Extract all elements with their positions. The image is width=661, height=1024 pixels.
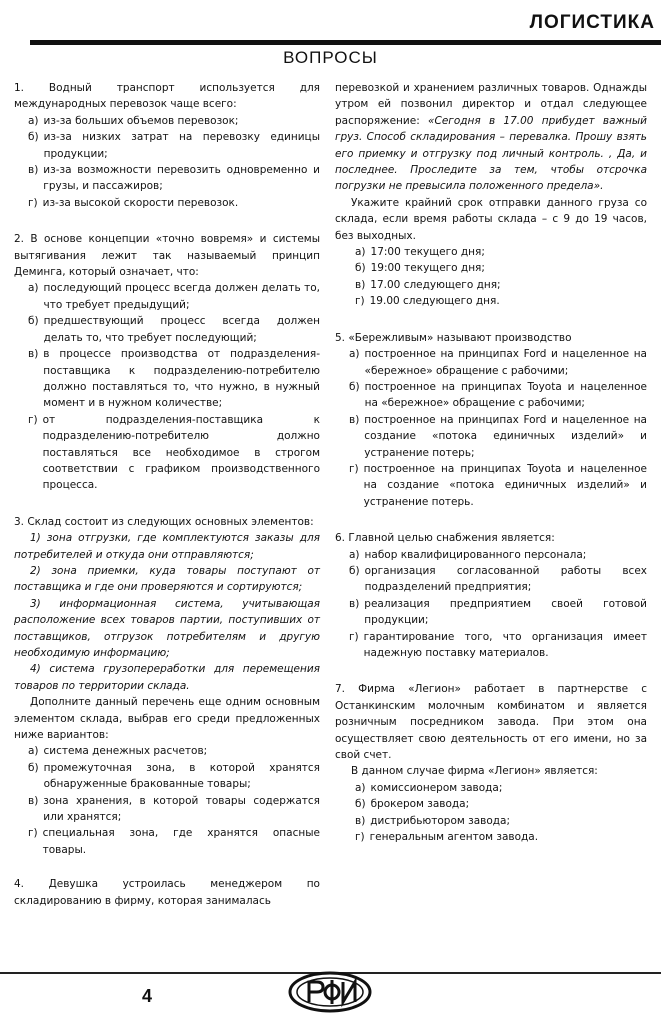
- left-column: [14, 80, 320, 909]
- question-1: [14, 80, 320, 211]
- question-text: 4. Девушка устроилась менеджером по складированию в фирму, которая занималась: [14, 878, 320, 907]
- answer-option: г) от подразделения-поставщика к подразделению-потребителю должно поставляться все необходимое в строгом соответствии с графиком производственного процесса.: [28, 413, 320, 492]
- question-text: 3. Склад состоит из следующих основных элементов:: [14, 515, 314, 528]
- question-3: [14, 514, 320, 859]
- answer-option: в) 17.00 следующего дня;: [355, 278, 501, 291]
- question-text: 1. Водный транспорт используется для международных перевозок чаще всего:: [14, 82, 320, 111]
- question-prompt: Дополните данный перечень еще одним основным элементом склада, выбрав его среди предложенных ниже вариантов:: [14, 696, 320, 742]
- answer-option: а) построенное на принципах Ford и нацеленное на «бережное» обращение с рабочими;: [349, 348, 647, 377]
- answer-option: а) комиссионером завода;: [355, 781, 503, 794]
- answer-option: а) система денежных расчетов;: [28, 745, 208, 758]
- answer-option: б) 19:00 текущего дня;: [355, 262, 485, 275]
- question-text: 6. Главной целью снабжения является:: [335, 532, 555, 545]
- answer-option: б) организация согласованной работы всех подразделений предприятия;: [349, 564, 647, 594]
- answer-option: г) из-за высокой скорости перевозок.: [28, 196, 239, 209]
- answer-option: г) генеральным агентом завода.: [355, 831, 539, 844]
- publisher-logo-icon: [287, 970, 373, 1014]
- question-text: 7. Фирма «Легион» работает в партнерстве с Останкинским молочным комбинатом и является розничным посредником завода. При этом она осуществляет свою деятельность от его имени, но за свой счет.: [335, 683, 647, 762]
- right-column: [335, 80, 647, 845]
- answer-option: а) из-за больших объемов перевозок;: [28, 114, 239, 127]
- answer-option: в) построенное на принципах Ford и нацеленное на создание «потока единичных изделий» и устранение потерь;: [349, 413, 647, 459]
- answer-option: а) 17:00 текущего дня;: [355, 246, 485, 259]
- warehouse-element: 4) система грузопереработки для перемещения товаров по территории склада.: [14, 663, 320, 692]
- question-prompt: В данном случае фирма «Легион» является:: [351, 765, 598, 778]
- warehouse-element: 3) информационная система, учитывающая расположение всех товаров партии, поступивших от поставщиков, отгрузок потребителям и другую необходимую информацию;: [14, 597, 320, 659]
- warehouse-element: 1) зона отгрузки, где комплектуются заказы для потребителей и откуда они отправляются;: [14, 532, 320, 561]
- page-title: ВОПРОСЫ: [283, 48, 378, 67]
- answer-option: б) из-за низких затрат на перевозку единицы продукции;: [28, 131, 320, 160]
- section-title: ЛОГИСТИКА: [529, 12, 655, 33]
- answer-option: а) последующий процесс всегда должен делать то, что требует предыдущий;: [28, 282, 320, 311]
- answer-option: в) реализация предприятием своей готовой продукции;: [349, 597, 647, 627]
- answer-option: г) построенное на принципах Toyota и нацеленное на создание «потока единичных изделий» и устранение потерь.: [349, 462, 647, 508]
- question-5: [335, 330, 647, 510]
- question-text: 2. В основе концепции «точно вовремя» и системы вытягивания лежит так называемый принцип Деминга, который означает, что:: [14, 233, 320, 279]
- question-4-continued: [335, 80, 647, 310]
- question-7: [335, 681, 647, 845]
- answer-option: в) зона хранения, в которой товары содержатся или хранятся;: [28, 794, 320, 824]
- question-text: перевозкой и хранением различных товаров. Однажды утром ей позвонил директор и отдал следующее распоряжение: «Сегодня в 17.00 прибудет важный груз. Способ складирования – перевалка. Прошу взять его приемку и отгрузку под личный контроль. ‚ Да, и последнее. Проследите за тем, чтобы отсрочка погрузки не превысила положенного предела».: [335, 82, 647, 193]
- page-number: 4: [142, 986, 153, 1006]
- answer-option: в) дистрибьютором завода;: [355, 814, 511, 827]
- warehouse-element: 2) зона приемки, куда товары поступают от поставщика и где они проверяются и сортируются;: [14, 564, 320, 594]
- answer-option: б) брокером завода;: [355, 798, 470, 811]
- answer-option: б) построенное на принципах Toyota и нацеленное на «бережное» обращение с рабочими;: [349, 380, 647, 410]
- answer-option: г) специальная зона, где хранятся опасные товары.: [28, 827, 320, 856]
- answer-option: б) промежуточная зона, в которой хранятся обнаруженные бракованные товары;: [28, 761, 320, 791]
- answer-option: г) 19.00 следующего дня.: [355, 295, 500, 308]
- header-rule: [30, 40, 661, 45]
- question-4-start: [14, 876, 320, 909]
- answer-option: б) предшествующий процесс всегда должен делать то, что требует последующий;: [28, 315, 320, 344]
- question-text: 5. «Бережливым» называют производство: [335, 331, 572, 344]
- answer-option: в) в процессе производства от подразделения-поставщика к подразделению-потребителю должно поставляться то, что нужно, в нужный момент и в нужном количестве;: [28, 348, 320, 410]
- answer-option: в) из-за возможности перевозить одновременно и грузы, и пассажиров;: [28, 164, 320, 193]
- question-2: [14, 231, 320, 494]
- answer-option: а) набор квалифицированного персонала;: [349, 548, 587, 561]
- question-6: [335, 530, 647, 661]
- director-quote: «Сегодня в 17.00 прибудет важный груз. Способ складирования – перевалка. Прошу взять его приемку и отгрузку под личный контроль. ‚ Да, и последнее. Проследите за тем, чтобы отсрочка погрузки не превысила положенного предела».: [335, 114, 647, 193]
- question-prompt: Укажите крайний срок отправки данного груза со склада, если время работы склада – с 9 до 19 часов, без выходных.: [335, 196, 647, 242]
- answer-option: г) гарантирование того, что организация имеет надежную поставку материалов.: [349, 630, 647, 659]
